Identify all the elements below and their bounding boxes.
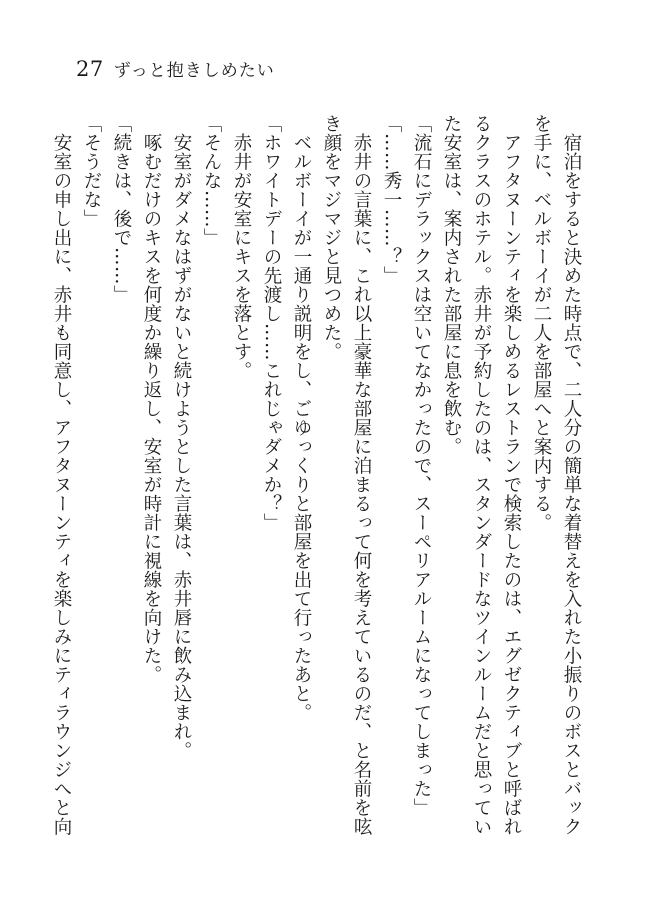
text-line: た安室は、案内された部屋に息を飲む。	[441, 114, 462, 456]
text-line: 「ホワイトデーの先渡し……これじゃダメか？」	[261, 114, 282, 532]
text-line: 安室の申し出に、赤井も同意し、アフタヌーンティを楽しみにティラウンジへと向	[51, 114, 72, 836]
text-line: 啄むだけのキスを何度か繰り返し、安室が時計に視線を向けた。	[141, 114, 162, 684]
text-line: 「……秀一……？」	[381, 114, 402, 285]
text-line: 「流石にデラックスは空いてなかったので、スーペリアルームになってしまった」	[411, 114, 432, 817]
text-line: を手に、ベルボーイが二人を部屋へと案内する。	[531, 114, 552, 532]
text-line: ベルボーイが一通り説明をし、ごゆっくりと部屋を出て行ったあと。	[291, 114, 312, 722]
text-line: 「続きは、後で……」	[111, 114, 132, 304]
text-line: アフタヌーンティを楽しめるレストランで検索したのは、エグゼクティブと呼ばれ	[501, 114, 522, 836]
text-line: 宿泊をすると決めた時点で、二人分の簡単な着替えを入れた小振りのボスとバック	[561, 114, 582, 836]
text-line: 「そんな……」	[201, 114, 222, 247]
page-number: 27	[76, 57, 104, 81]
chapter-title: ずっと抱きしめたい	[113, 61, 275, 81]
text-line: 「そうだな」	[81, 114, 102, 228]
page-header	[76, 56, 275, 82]
text-line: 赤井の言葉に、これ以上豪華な部屋に泊まるって何を考えているのだ、と名前を呟	[351, 114, 372, 836]
text-line: き顔をマジマジと見つめた。	[321, 114, 342, 361]
text-line: 赤井が安室にキスを落とす。	[231, 114, 252, 380]
text-line: るクラスのホテル。赤井が予約したのは、スタンダードなツインルームだと思ってい	[471, 114, 492, 836]
body-text	[51, 114, 586, 854]
text-line: 安室がダメなはずがないと続けようとした言葉は、赤井唇に飲み込まれ。	[171, 114, 192, 760]
